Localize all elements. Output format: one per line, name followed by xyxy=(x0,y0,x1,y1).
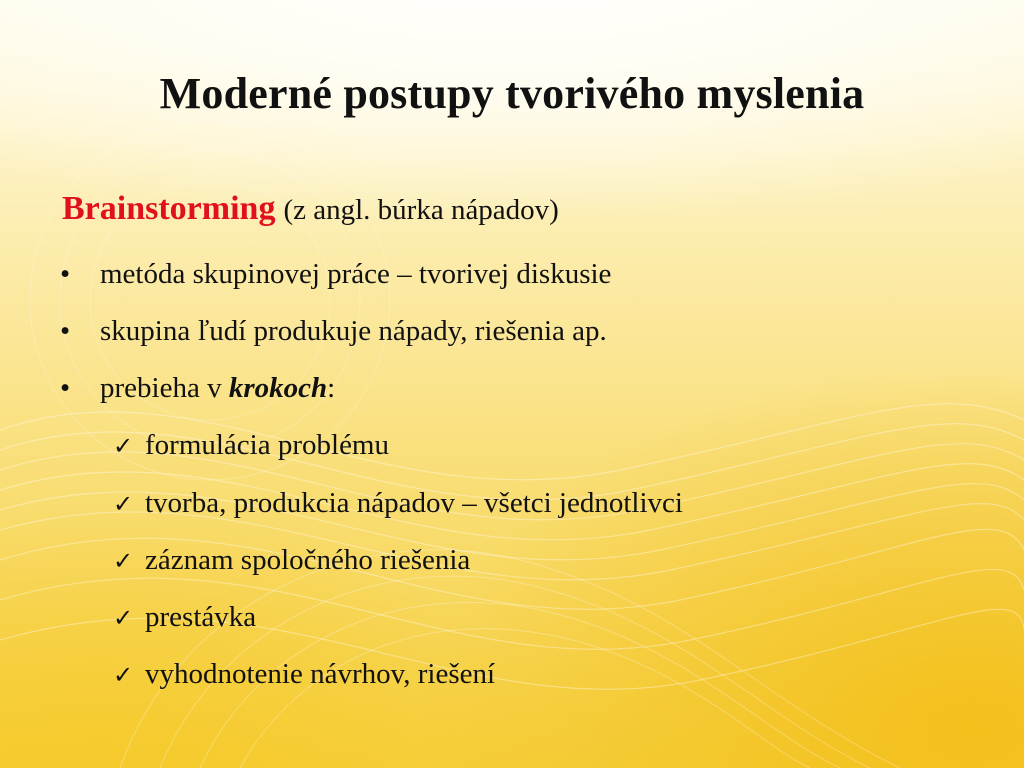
bullet-marker: • xyxy=(60,315,71,347)
slide-title: Moderné postupy tvorivého myslenia xyxy=(159,69,865,118)
bullet-emphasis: krokoch xyxy=(228,372,328,404)
bullet-marker: • xyxy=(60,372,71,404)
bullet-item xyxy=(60,315,607,348)
step-item xyxy=(113,487,683,520)
checkmark-icon: ✓ xyxy=(113,490,134,518)
bullet-item xyxy=(60,372,335,405)
subheading-keyword: Brainstorming xyxy=(62,190,276,227)
step-item xyxy=(113,544,470,577)
step-text: prestávka xyxy=(145,601,257,633)
checkmark-icon: ✓ xyxy=(113,547,134,575)
step-text: záznam spoločného riešenia xyxy=(145,544,471,576)
step-text: tvorba, produkcia nápadov – všetci jednotlivci xyxy=(145,487,683,519)
step-item xyxy=(113,658,495,691)
step-text: vyhodnotenie návrhov, riešení xyxy=(145,658,496,690)
bullet-text-suffix: : xyxy=(327,372,336,404)
bullet-item xyxy=(60,258,611,291)
bullet-text: prebieha v xyxy=(100,372,229,404)
step-item xyxy=(113,429,389,462)
subheading xyxy=(62,190,559,228)
step-item xyxy=(113,601,256,634)
step-text: formulácia problému xyxy=(145,429,389,461)
bullet-marker: • xyxy=(60,258,71,290)
checkmark-icon: ✓ xyxy=(113,604,134,632)
checkmark-icon: ✓ xyxy=(113,432,134,460)
checkmark-icon: ✓ xyxy=(113,661,134,689)
bullet-text: skupina ľudí produkuje nápady, riešenia ap. xyxy=(100,315,607,347)
bullet-text: metóda skupinovej práce – tvorivej diskusie xyxy=(100,258,612,290)
subheading-note: (z angl. búrka nápadov) xyxy=(283,194,559,226)
